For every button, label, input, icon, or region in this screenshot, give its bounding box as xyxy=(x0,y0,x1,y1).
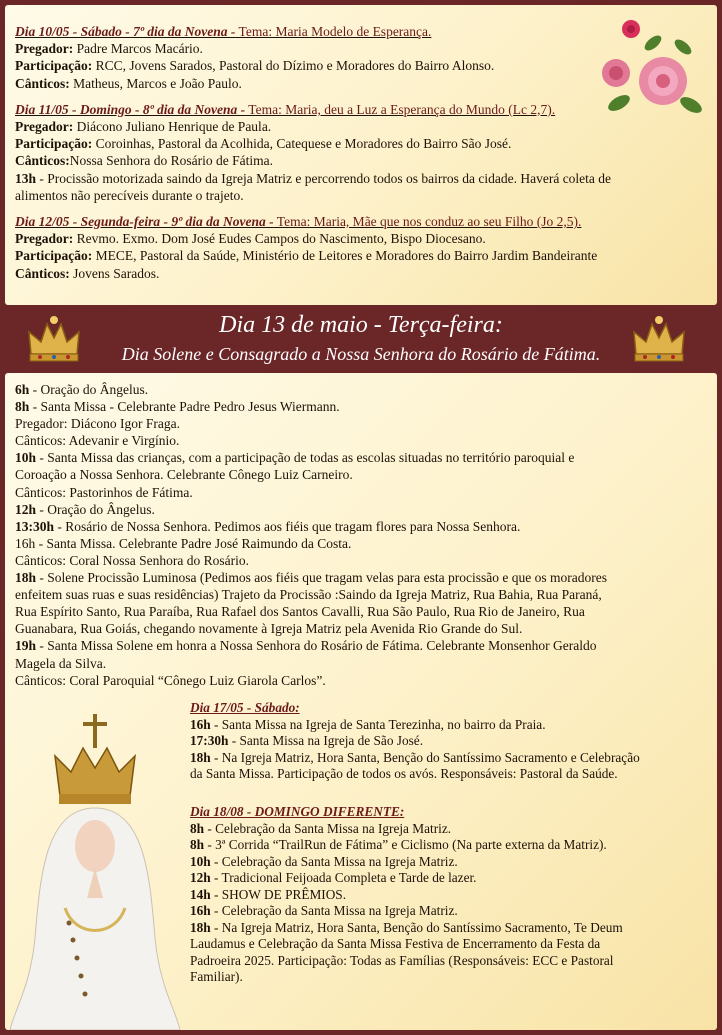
schedule-line xyxy=(15,398,707,415)
line-text: - Santa Missa na Igreja de Santa Terezinha, no bairro da Praia. xyxy=(210,716,546,732)
line-label: 8h xyxy=(190,820,205,836)
line-text: 16h - Santa Missa. Celebrante Padre José Raimundo da Costa. xyxy=(15,535,352,551)
day-theme: Tema: Maria, deu a Luz a Esperança do Mundo (Lc 2,7). xyxy=(245,101,556,117)
day-theme: Tema: Maria, Mãe que nos conduz ao seu Filho (Jo 2,5). xyxy=(273,214,582,230)
novena-day-section xyxy=(15,213,707,282)
line-text: Revmo. Exmo. Dom José Eudes Campos do Nascimento, Bispo Diocesano. xyxy=(73,231,486,247)
line-text: - Procissão motorizada saindo da Igreja Matriz e percorrendo todos os bairros da cidade. Haverá coleta de xyxy=(36,170,612,186)
line-text: Cânticos: Coral Nossa Senhora do Rosário. xyxy=(15,552,249,568)
day-theme: Tema: Maria Modelo de Esperança. xyxy=(235,24,432,39)
line-label: Cânticos: xyxy=(15,265,70,281)
line-text: - Solene Procissão Luminosa (Pedimos aos fiéis que tragam velas para esta procissão e que os moradores xyxy=(36,570,607,586)
schedule-line xyxy=(190,953,710,970)
line-text: MECE, Pastoral da Saúde, Ministério de Leitores e Moradores do Bairro Jardim Bandeirante xyxy=(92,248,598,264)
day18-header: Dia 18/08 - DOMINGO DIFERENTE: xyxy=(190,804,405,819)
schedule-line xyxy=(190,854,710,871)
day-title: Dia 12/05 - Segunda-feira - 9º dia da Novena - xyxy=(15,214,274,230)
line-text: Coroação a Nossa Senhora. Celebrante Cônego Luiz Carneiro. xyxy=(15,467,353,483)
line-text: Cânticos: Pastorinhos de Fátima. xyxy=(15,484,193,500)
line-label: 10h xyxy=(190,853,211,869)
schedule-line xyxy=(190,870,710,887)
line-label: 6h xyxy=(15,382,30,397)
line-label: 8h xyxy=(190,837,205,852)
line-label: 14h xyxy=(190,886,211,902)
schedule-line xyxy=(190,920,710,937)
schedule-line xyxy=(190,766,710,783)
schedule-line xyxy=(190,733,710,750)
schedule-line xyxy=(190,750,710,767)
line-label: 16h xyxy=(190,903,211,918)
line-text: - Oração do Ângelus. xyxy=(36,501,155,517)
line-label: 18h xyxy=(15,570,37,586)
schedule-line xyxy=(15,187,707,204)
schedule-line xyxy=(15,552,707,569)
schedule-line xyxy=(190,936,710,953)
line-text: - Na Igreja Matriz, Hora Santa, Benção do Santíssimo Sacramento, Te Deum xyxy=(210,919,623,935)
line-label: Participação: xyxy=(15,248,93,264)
line-text: Laudamus e Celebração da Santa Missa Festiva de Encerramento da Festa da xyxy=(190,936,601,951)
schedule-line xyxy=(15,265,707,282)
line-text: - Oração do Ângelus. xyxy=(29,382,149,397)
line-label: 18h xyxy=(190,919,211,935)
schedule-line xyxy=(15,672,707,689)
schedule-line xyxy=(15,449,707,466)
line-label: Pregador: xyxy=(15,231,74,247)
line-label: 8h xyxy=(15,399,30,415)
line-text: Guanabara, Rua Goiás, chegando novamente à Igreja Matriz pela Avenida Rio Grande do Sul. xyxy=(15,621,523,637)
schedule-line xyxy=(15,152,707,169)
line-label: Participação: xyxy=(15,136,93,152)
line-label: 19h xyxy=(15,638,37,654)
line-label: 13:30h xyxy=(15,518,55,534)
schedule-line xyxy=(190,837,710,854)
line-label: Cânticos: xyxy=(15,153,70,169)
line-text: RCC, Jovens Sarados, Pastoral do Dízimo e Moradores do Bairro Alonso. xyxy=(92,58,495,74)
line-label: Participação: xyxy=(15,58,93,74)
schedule-line xyxy=(15,535,707,552)
schedule-line xyxy=(15,655,707,672)
line-text: Padroeira 2025. Participação: Todas as Famílias (Responsáveis: ECC e Pastoral xyxy=(190,952,614,968)
schedule-line xyxy=(15,466,707,483)
rose-flowers-icon xyxy=(591,13,711,133)
line-text: Jovens Sarados. xyxy=(69,265,160,281)
schedule-line xyxy=(15,637,707,654)
line-label: 10h xyxy=(15,450,37,466)
line-text: Coroinhas, Pastoral da Acolhida, Catequese e Moradores do Bairro São José. xyxy=(92,136,512,152)
line-text: Diácono Juliano Henrique de Paula. xyxy=(73,119,272,135)
schedule-line xyxy=(15,484,707,501)
line-text: Nossa Senhora do Rosário de Fátima. xyxy=(69,153,273,169)
novena-day-header xyxy=(15,213,707,230)
banner-subtitle: Dia Solene e Consagrado a Nossa Senhora do Rosário de Fátima. xyxy=(121,344,601,364)
line-text: - Santa Missa - Celebrante Padre Pedro Jesus Wiermann. xyxy=(29,399,340,415)
schedule-line xyxy=(15,620,707,637)
schedule-line xyxy=(15,135,707,152)
day13-panel xyxy=(5,373,717,1030)
virgin-mary-statue-icon xyxy=(5,708,185,1030)
line-text: Padre Marcos Macário. xyxy=(73,41,203,57)
line-text: da Santa Missa. Participação de todos os avós. Responsáveis: Pastoral da Saúde. xyxy=(190,766,618,781)
line-text: enfeitem suas ruas e suas residências) Trajeto da Procissão :Saindo da Igreja Matriz, Rua Bahia, Rua Paraná, xyxy=(15,587,602,603)
schedule-line xyxy=(190,969,710,986)
line-label: Cânticos: xyxy=(15,75,70,91)
day-title: Dia 10/05 - Sábado - 7º dia da Novena - xyxy=(15,24,236,39)
line-label: 13h xyxy=(15,170,37,186)
line-text: Familiar). xyxy=(190,969,243,984)
schedule-line xyxy=(15,569,707,586)
line-text: - Celebração da Santa Missa na Igreja Matriz. xyxy=(210,853,458,869)
schedule-line xyxy=(190,717,710,734)
schedule-line xyxy=(190,887,710,904)
banner-title: Dia 13 de maio - Terça-feira: xyxy=(219,312,503,338)
schedule-line xyxy=(15,230,707,247)
line-text: - Celebração da Santa Missa na Igreja Matriz. xyxy=(204,820,452,836)
line-label: 18h xyxy=(190,749,211,765)
line-text: - Santa Missa Solene em honra a Nossa Senhora do Rosário de Fátima. Celebrante Monsenhor Geraldo xyxy=(36,638,597,654)
line-text: - Santa Missa das crianças, com a participação de todas as escolas situadas no território paroquial e xyxy=(36,450,575,466)
line-label: Pregador: xyxy=(15,119,74,135)
day-title: Dia 11/05 - Domingo - 8º dia da Novena - xyxy=(15,101,246,117)
line-text: alimentos não perecíveis durante o trajeto. xyxy=(15,187,244,203)
schedule-line xyxy=(15,518,707,535)
line-text: - Celebração da Santa Missa na Igreja Matriz. xyxy=(210,903,458,918)
line-label: 17:30h xyxy=(190,733,229,748)
line-label: 12h xyxy=(15,501,37,517)
day13-banner xyxy=(0,306,722,372)
line-text: - Santa Missa na Igreja de São José. xyxy=(228,733,424,748)
line-text: Cânticos: Coral Paroquial “Cônego Luiz Giarola Carlos”. xyxy=(15,672,326,688)
schedule-line xyxy=(190,903,710,920)
line-text: - Na Igreja Matriz, Hora Santa, Benção do Santíssimo Sacramento e Celebração xyxy=(210,749,640,765)
line-label: 12h xyxy=(190,870,211,885)
line-text: - Tradicional Feijoada Completa e Tarde de lazer. xyxy=(210,870,477,885)
line-label: Pregador: xyxy=(15,41,74,57)
schedule-line xyxy=(15,170,707,187)
schedule-line xyxy=(15,247,707,264)
line-text: Pregador: Diácono Igor Fraga. xyxy=(15,416,180,432)
line-text: - 3ª Corrida “TrailRun de Fátima” e Ciclismo (Na parte externa da Matriz). xyxy=(204,837,607,852)
schedule-line xyxy=(15,603,707,620)
line-text: Magela da Silva. xyxy=(15,655,107,671)
novena-panel xyxy=(5,5,717,305)
line-text: Cânticos: Adevanir e Virgínio. xyxy=(15,433,180,449)
schedule-line xyxy=(15,586,707,603)
schedule-line xyxy=(15,415,707,432)
schedule-line xyxy=(15,501,707,518)
day17-header: Dia 17/05 - Sábado: xyxy=(190,700,300,715)
schedule-line xyxy=(15,432,707,449)
line-text: - SHOW DE PRÊMIOS. xyxy=(210,886,347,902)
schedule-line xyxy=(190,821,710,838)
line-text: Matheus, Marcos e João Paulo. xyxy=(69,75,242,91)
line-text: - Rosário de Nossa Senhora. Pedimos aos fiéis que tragam flores para Nossa Senhora. xyxy=(54,518,521,534)
line-label: 16h xyxy=(190,716,211,732)
line-text: Rua Espírito Santo, Rua Paraíba, Rua Rafael dos Santos Cavalli, Rua São Paulo, Rua Rio de Janeiro, Rua xyxy=(15,604,585,620)
schedule-line xyxy=(15,381,707,398)
